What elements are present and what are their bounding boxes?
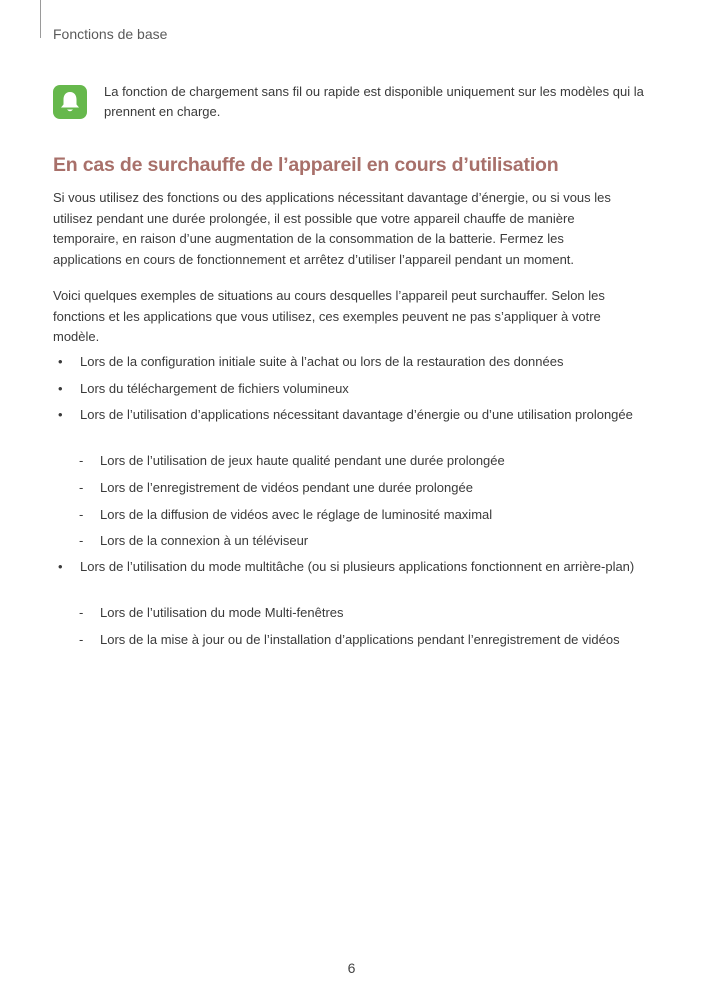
bullet-mark: • [58, 559, 63, 574]
sub-list-item-text: Lors de la diffusion de vidéos avec le réglage de luminosité maximal [100, 507, 493, 522]
list-item-text: Lors de la configuration initiale suite à l’achat ou lors de la restauration des données [80, 354, 564, 369]
list-item-text: Lors de l’utilisation d’applications nécessitant davantage d’énergie ou d’une utilisation prolongée [80, 407, 633, 422]
section-header: Fonctions de base [53, 26, 168, 42]
bullet-mark: • [58, 381, 63, 396]
examples-paragraph: Voici quelques exemples de situations au cours desquelles l’appareil peut surchauffer. Selon les fonctions et les applications que vous utilisez, ces exemples peuvent ne pas s’appliquer à votre modèle. [53, 288, 605, 344]
bullet-mark: • [58, 354, 63, 369]
dash-mark: - [79, 480, 84, 495]
sub-list-item-text: Lors de la connexion à un téléviseur [100, 533, 309, 548]
list-item-text: Lors de l’utilisation du mode multitâche (ou si plusieurs applications fonctionnent en arrière-plan) [80, 559, 635, 574]
dash-mark: - [79, 632, 84, 647]
dash-mark: - [79, 453, 84, 468]
bell-icon [53, 85, 87, 119]
header-rule [40, 0, 41, 38]
sub-list-item-text: Lors de l’enregistrement de vidéos pendant une durée prolongée [100, 480, 473, 495]
list-item-text: Lors du téléchargement de fichiers volumineux [80, 381, 349, 396]
sub-list-item-text: Lors de l’utilisation de jeux haute qualité pendant une durée prolongée [100, 453, 505, 468]
note-text: La fonction de chargement sans fil ou rapide est disponible uniquement sur les modèles qui la prennent en charge. [104, 84, 644, 119]
sub-list-item-text: Lors de la mise à jour ou de l’installation d’applications pendant l’enregistrement de vidéos [100, 632, 620, 647]
page-number: 6 [347, 960, 356, 976]
dash-mark: - [79, 605, 84, 620]
sub-list-item-text: Lors de l’utilisation du mode Multi-fenêtres [100, 605, 344, 620]
bullet-mark: • [58, 407, 63, 422]
dash-mark: - [79, 533, 84, 548]
section-title: En cas de surchauffe de l’appareil en cours d’utilisation [53, 154, 559, 176]
dash-mark: - [79, 507, 84, 522]
intro-paragraph: Si vous utilisez des fonctions ou des applications nécessitant davantage d’énergie, ou si vous les utilisez pendant une durée prolongée, il est possible que votre appareil chauffe de manière temporaire, en raison d’une augmentation de la consommation de la batterie. Fermez les applications en cours de fonctionnement et arrêtez d’utiliser l’appareil pendant un moment. [53, 190, 611, 267]
